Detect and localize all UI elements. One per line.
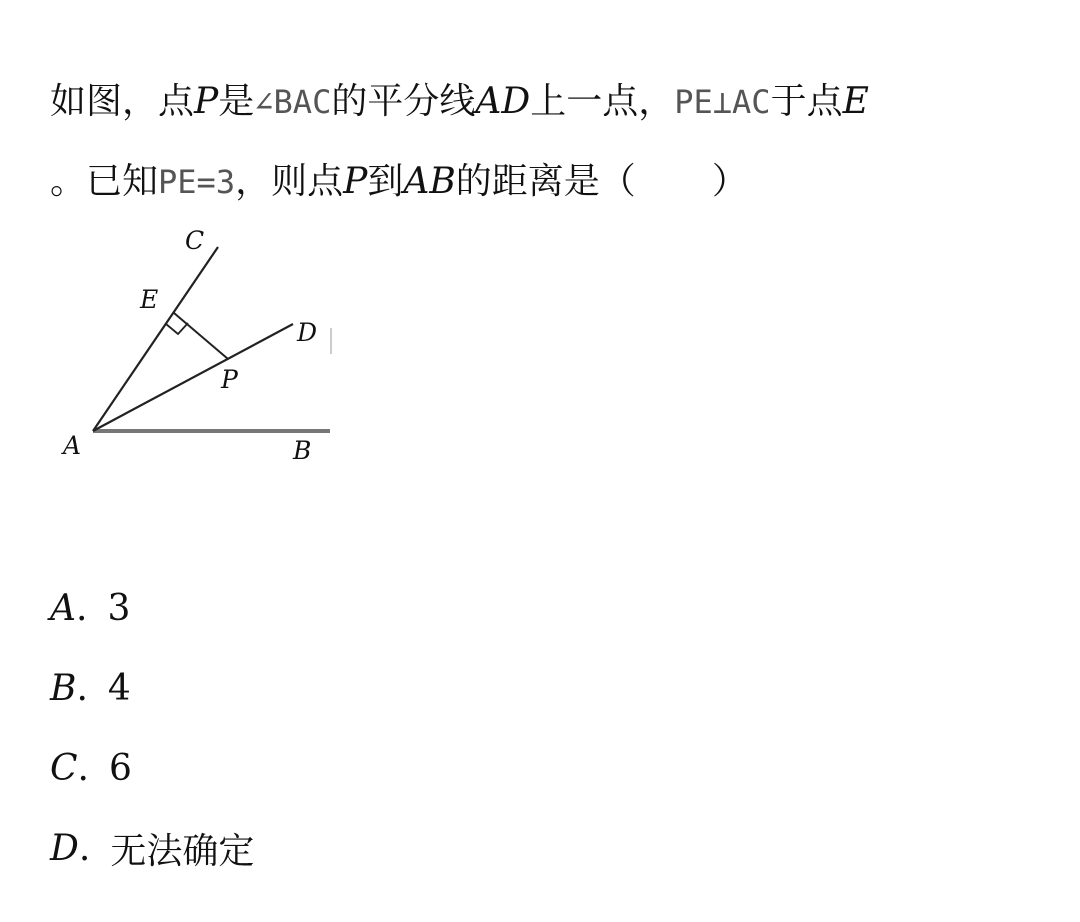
question-text-part: 的距离是（ xyxy=(455,161,636,202)
answer-options xyxy=(50,568,650,888)
option-text: 无法确定 xyxy=(110,830,255,872)
option-text: 6 xyxy=(109,747,132,789)
label-d: D xyxy=(297,318,318,347)
label-p: P xyxy=(221,365,238,394)
option-text: 4 xyxy=(107,667,131,709)
option-c[interactable]: C . 6 xyxy=(50,747,132,789)
question-text-part: 到 xyxy=(367,161,404,202)
geometry-diagram xyxy=(55,220,345,480)
point-p-symbol: P xyxy=(194,81,219,122)
label-b: B xyxy=(293,436,312,465)
angle-bac-expression: ∠BAC xyxy=(254,83,332,121)
option-letter: C xyxy=(50,747,78,789)
label-e: E xyxy=(140,285,159,314)
ray-ac xyxy=(93,247,218,431)
segment-ad-symbol: AD xyxy=(475,81,531,122)
option-b[interactable]: B . 4 xyxy=(50,667,131,709)
question-text-part: 如图，点 xyxy=(50,81,195,122)
option-letter: A xyxy=(50,587,76,629)
label-c: C xyxy=(185,226,205,255)
geometry-figure xyxy=(55,220,345,480)
option-d[interactable]: D . 无法确定 xyxy=(50,808,650,888)
option-a[interactable]: A . 3 xyxy=(50,587,131,629)
question-text-part: ） xyxy=(711,161,748,202)
point-e-symbol: E xyxy=(842,81,869,122)
segment-pe xyxy=(174,313,228,359)
point-p-symbol: P xyxy=(343,161,368,202)
option-letter: B xyxy=(50,667,77,709)
option-text: 3 xyxy=(107,587,131,629)
right-angle-mark xyxy=(166,323,188,334)
question-text-part: 于点 xyxy=(770,81,843,122)
question-text-part: 是 xyxy=(218,81,255,122)
question-text-part: ，则点 xyxy=(235,161,344,202)
ray-ad xyxy=(93,324,293,431)
question-text-part: 。已知 xyxy=(50,161,159,202)
question-text-part: 上一点， xyxy=(530,81,675,122)
pe-length-expression: PE=3 xyxy=(158,163,236,201)
question-text-part: 的平分线 xyxy=(331,81,476,122)
segment-ab-symbol: AB xyxy=(403,161,456,202)
perpendicular-expression: PE⊥AC xyxy=(674,83,771,121)
label-a: A xyxy=(63,431,82,460)
question-text xyxy=(50,62,1040,222)
option-letter: D xyxy=(50,827,79,869)
